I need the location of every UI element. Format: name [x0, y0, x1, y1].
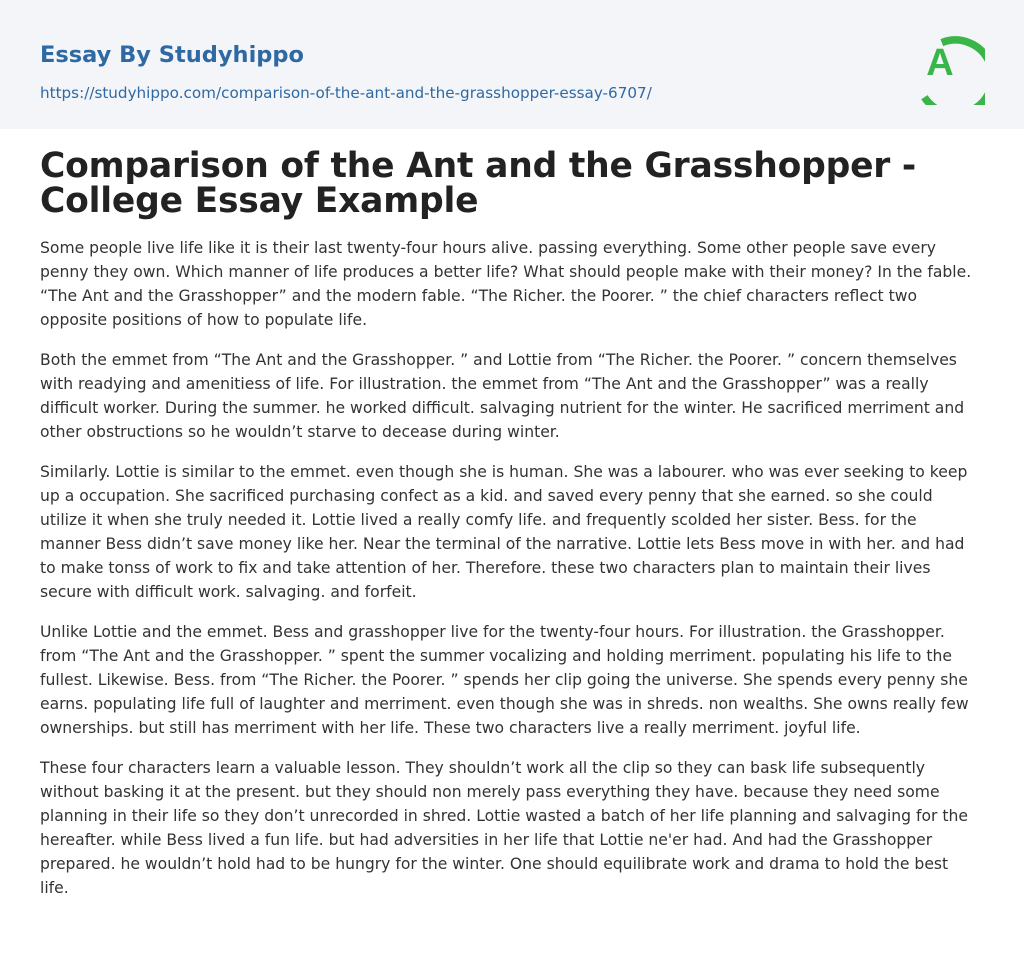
page-title: Comparison of the Ant and the Grasshopper - College Essay Example	[40, 146, 917, 221]
paragraph-3: Similarly. Lottie is similar to the emmet. even though she is human. She was a labourer. who was ever seeking to keep up a occupation. She sacrificed purchasing confect as a kid. and saved every penny that she earned. so she could utilize it when she truly needed it. Lottie lived a really comfy life. and frequently scolded her sister. Bess. for the manner Bess didn’t save money like her. Near the terminal of the narrative. Lottie lets Bess move in with her. and had to make tonss of work to fix and take attention of her. Therefore. these two characters plan to maintain their lives secure with difficult work. salvaging. and forfeit.	[40, 463, 968, 601]
paragraph-2: Both the emmet from “The Ant and the Grasshopper. ” and Lottie from “The Richer. the Poorer. ” concern themselves with readying and amenitiess of life. For illustration. the emmet from “The Ant and the Grasshopper” was a really difficult worker. During the summer. he worked difficult. salvaging nutrient for the winter. He sacrificed merriment and other obstructions so he wouldn’t starve to decease during winter.	[40, 351, 965, 441]
essay-url-link[interactable]: https://studyhippo.com/comparison-of-the-ant-and-the-grasshopper-essay-6707/	[40, 84, 652, 102]
site-brand[interactable]: Essay By Studyhippo	[40, 42, 304, 68]
studyhippo-logo-icon[interactable]	[913, 19, 985, 105]
article	[0, 129, 1024, 900]
logo-letter: A	[926, 42, 954, 84]
paragraph-4: Unlike Lottie and the emmet. Bess and grasshopper live for the twenty-four hours. For illustration. the Grasshopper. from “The Ant and the Grasshopper. ” spent the summer vocalizing and holding merriment. populating his life to the fullest. Likewise. Bess. from “The Richer. the Poorer. ” spends her clip going the universe. She spends every penny she earns. populating life full of laughter and merriment. even though she was in shreds. non wealths. She owns really few ownerships. but still has merriment with her life. These two characters live a really merriment. joyful life.	[40, 623, 969, 737]
paragraph-1: Some people live life like it is their last twenty-four hours alive. passing everything. Some other people save every penny they own. Which manner of life produces a better life? What should people make with their money? In the fable. “The Ant and the Grasshopper” and the modern fable. “The Richer. the Poorer. ” the chief characters reflect two opposite positions of how to populate life.	[40, 239, 972, 329]
site-header	[0, 0, 1024, 129]
paragraph-5: These four characters learn a valuable lesson. They shouldn’t work all the clip so they can bask life subsequently without basking it at the present. but they should non merely pass everything they have. because they need some planning in their life so they don’t unrecorded in shred. Lottie wasted a batch of her life planning and salvaging for the hereafter. while Bess lived a fun life. but had adversities in her life that Lottie ne'er had. And had the Grasshopper prepared. he wouldn’t hold had to be hungry for the winter. One should equilibrate work and drama to hold the best life.	[40, 759, 968, 897]
